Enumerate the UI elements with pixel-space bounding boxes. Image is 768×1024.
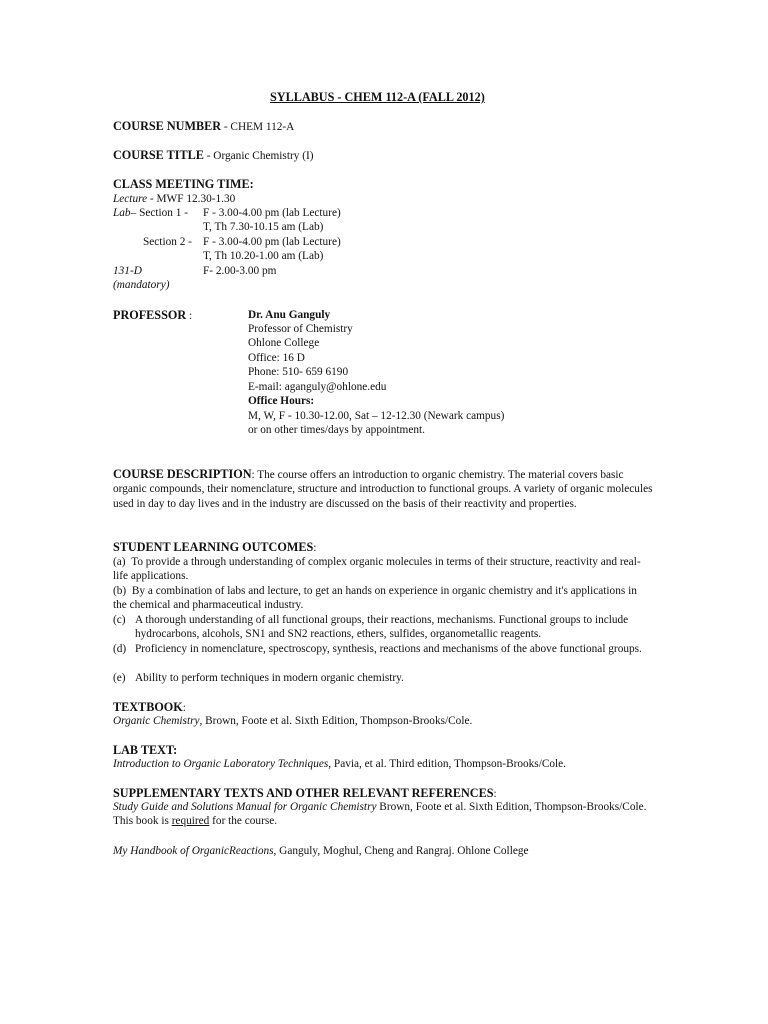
professor-office: Office: 16 D — [248, 352, 305, 364]
lab-section2-line1: F - 3.00-4.00 pm (lab Lecture) — [203, 236, 341, 248]
course-title-line — [113, 148, 313, 163]
office-hours-line1: M, W, F - 10.30-12.00, Sat – 12-12.30 (Newark campus) — [248, 410, 505, 422]
lecture-label: Lecture — [113, 193, 148, 205]
lab-text-citation — [113, 757, 566, 771]
course-number-value: - CHEM 112-A — [221, 121, 295, 133]
textbook-label: TEXTBOOK — [113, 700, 183, 714]
ref1-title: Study Guide and Solutions Manual for Organic Chemistry — [113, 801, 377, 813]
supplementary-ref-1 — [113, 800, 653, 829]
course-number-line — [113, 119, 294, 134]
supplementary-ref-2 — [113, 844, 529, 858]
learning-outcomes-heading — [113, 540, 316, 555]
textbook-title: Organic Chemistry — [113, 715, 200, 727]
professor-phone: Phone: 510- 659 6190 — [248, 366, 349, 378]
learning-outcomes-label: STUDENT LEARNING OUTCOMES — [113, 540, 314, 554]
lab-text-heading: LAB TEXT: — [113, 743, 178, 757]
lab-label: Lab — [113, 207, 131, 219]
class-meeting-heading: CLASS MEETING TIME: — [113, 177, 254, 191]
professor-college: Ohlone College — [248, 337, 320, 349]
course-number-label: COURSE NUMBER — [113, 119, 222, 133]
course-description — [113, 467, 653, 511]
course-title-label: COURSE TITLE — [113, 148, 204, 162]
lecture-line — [113, 192, 235, 206]
professor-email[interactable]: E-mail: aganguly@ohlone.edu — [248, 381, 387, 393]
outcome-id: (e) — [113, 672, 126, 684]
professor-title: Professor of Chemistry — [248, 323, 353, 335]
lab-section1-line1: F - 3.00-4.00 pm (lab Lecture) — [203, 207, 341, 219]
lab-section2-line2: T, Th 10.20-1.00 am (Lab) — [203, 250, 324, 262]
lab-text-rest: , Pavia, et al. Third edition, Thompson-Brooks/Cole. — [328, 758, 567, 770]
d131-value: F- 2.00-3.00 pm — [203, 265, 277, 277]
course-description-label: COURSE DESCRIPTION — [113, 467, 252, 481]
textbook-rest: , Brown, Foote et al. Sixth Edition, Thompson-Brooks/Cole. — [199, 715, 473, 727]
ref1-required: required — [171, 815, 210, 828]
professor-colon: : — [186, 310, 193, 322]
learning-outcomes-colon: : — [313, 542, 317, 554]
lab-section2-label: Section 2 - — [143, 236, 192, 248]
course-description-text: : The course offers an introduction to organic chemistry. The material covers basic organic compounds, their nomenclature, structure and introduction to functional groups. A variety of organic molecules used in day to day lives and in the industry are discussed on the basis of their reactivity and properties. — [113, 469, 653, 510]
ref1-rest: Brown, Foote et al. Sixth Edition, Thompson-Brooks/Cole. This book is — [113, 801, 647, 828]
textbook-colon: : — [182, 702, 186, 714]
outcome-text: A thorough understanding of all functional groups, their reactions, mechanisms. Functional groups to include hydrocarbons, alcohols, SN1 and SN2 reactions, ethers, sulfides, organometallic reagents. — [135, 614, 629, 641]
supplementary-label: SUPPLEMENTARY TEXTS AND OTHER RELEVANT REFERENCES — [113, 786, 494, 800]
d131-label: 131-D — [113, 265, 142, 277]
outcome-id: (d) — [113, 643, 127, 655]
learning-outcome-a — [113, 555, 653, 584]
textbook-citation — [113, 714, 472, 728]
outcome-text: Ability to perform techniques in modern organic chemistry. — [135, 672, 404, 684]
mandatory-note: (mandatory) — [113, 279, 170, 291]
outcome-text: By a combination of labs and lecture, to get an hands on experience in organic chemistry and it's applications in the chemical and pharmaceutical industry. — [113, 585, 637, 612]
supplementary-colon: : — [493, 788, 497, 800]
ref2-rest: , Ganguly, Moghul, Cheng and Rangraj. Ohlone College — [273, 845, 529, 857]
page-title: SYLLABUS - CHEM 112-A (FALL 2012) — [270, 90, 485, 104]
lab-section1-label: – Section 1 - — [130, 207, 189, 219]
office-hours-label: Office Hours: — [248, 395, 315, 407]
office-hours-line2: or on other times/days by appointment. — [248, 424, 425, 436]
ref1-end: for the course. — [209, 815, 278, 828]
lab-text-title: Introduction to Organic Laboratory Techniques — [113, 758, 329, 770]
lab-section1-label-line — [113, 206, 188, 220]
lecture-value: - MWF 12.30-1.30 — [147, 193, 236, 205]
outcome-id: (b) — [113, 585, 127, 597]
outcome-id: (c) — [113, 614, 126, 626]
outcome-text: Proficiency in nomenclature, spectroscopy, synthesis, reactions and mechanisms of the above functional groups. — [135, 643, 642, 655]
professor-label-line — [113, 308, 192, 323]
professor-name: Dr. Anu Ganguly — [248, 309, 331, 321]
learning-outcome-b — [113, 584, 653, 613]
outcome-text: To provide a through understanding of complex organic molecules in terms of their structure, reactivity and real-life applications. — [113, 556, 641, 583]
ref2-title: My Handbook of OrganicReactions — [113, 845, 274, 857]
lab-section1-line2: T, Th 7.30-10.15 am (Lab) — [203, 221, 324, 233]
professor-label: PROFESSOR — [113, 308, 187, 322]
course-title-value: - Organic Chemistry (I) — [203, 150, 314, 162]
outcome-id: (a) — [113, 556, 126, 568]
